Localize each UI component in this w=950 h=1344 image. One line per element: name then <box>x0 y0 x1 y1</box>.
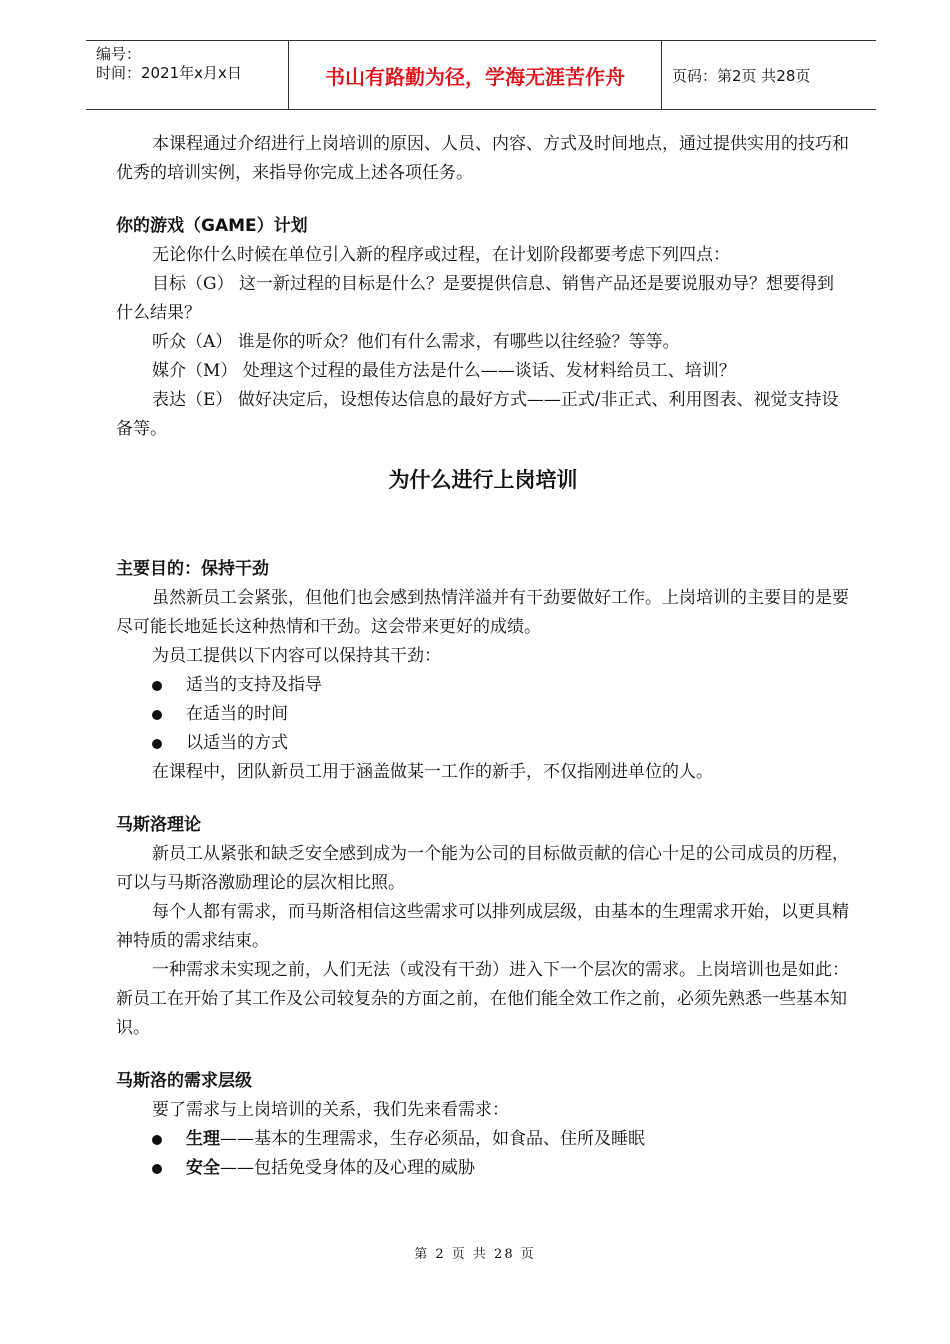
bullet-text: 在适当的时间 <box>186 704 288 724</box>
intro-paragraph: 本课程通过介绍进行上岗培训的原因、人员、内容、方式及时间地点，通过提供实用的技巧和优秀的培训实例，来指导你完成上述各项任务。 <box>116 134 849 183</box>
purpose-heading: 主要目的：保持干劲 <box>116 559 269 579</box>
header-motto-cell <box>288 41 662 109</box>
maslow-paragraph-1: 新员工从紧张和缺乏安全感到成为一个能为公司的目标做贡献的信心十足的公司成员的历程，可以与马斯洛激励理论的层次相比照。 <box>116 844 849 893</box>
need-term: 生理 <box>186 1129 220 1149</box>
bullet-icon <box>152 739 162 749</box>
page-header <box>86 40 876 110</box>
list-item <box>116 1125 850 1154</box>
need-desc: ——基本的生理需求，生存必须品，如食品、住所及睡眠 <box>220 1129 645 1149</box>
game-audience: 听众（A） 谁是你的听众？他们有什么需求，有哪些以往经验？等等。 <box>152 332 680 352</box>
list-item <box>116 671 850 700</box>
bullet-icon <box>152 681 162 691</box>
list-item <box>116 1154 850 1183</box>
bullet-icon <box>152 1135 162 1145</box>
list-item <box>116 729 850 758</box>
game-goal: 目标（G） 这一新过程的目标是什么？是要提供信息、销售产品还是要说服劝导？想要得到什么结果？ <box>116 274 834 323</box>
maslow-heading: 马斯洛理论 <box>116 815 201 835</box>
need-desc: ——包括免受身体的及心理的威胁 <box>220 1158 475 1178</box>
bullet-icon <box>152 710 162 720</box>
list-item <box>116 700 850 729</box>
bullet-text: 适当的支持及指导 <box>186 675 322 695</box>
page-footer: 第 2 页 共 28 页 <box>414 1247 536 1262</box>
maslow-paragraph-3: 一种需求未实现之前，人们无法（或没有干劲）进入下一个层次的需求。上岗培训也是如此：新员工在开始了其工作及公司较复杂的方面之前，在他们能全效工作之前，必须先熟悉一些基本知识。 <box>116 960 849 1038</box>
number-label: 编号： <box>96 45 142 63</box>
header-page-info: 页码：第2页 共28页 <box>672 66 811 85</box>
game-expression: 表达（E） 做好决定后，设想传达信息的最好方式——正式/非正式、利用图表、视觉支持设备等。 <box>116 390 839 439</box>
time-label: 时间：2021年x月x日 <box>96 64 242 82</box>
purpose-paragraph-2: 为员工提供以下内容可以保持其干劲： <box>152 646 441 666</box>
game-media: 媒介（M） 处理这个过程的最佳方法是什么——谈话、发材料给员工、培训？ <box>152 361 736 381</box>
section-title: 为什么进行上岗培训 <box>388 468 578 492</box>
purpose-paragraph-1: 虽然新员工会紧张，但他们也会感到热情洋溢并有干劲要做好工作。上岗培训的主要目的是要尽可能长地延长这种热情和干劲。这会带来更好的成绩。 <box>116 588 849 637</box>
maslow-paragraph-2: 每个人都有需求，而马斯洛相信这些需求可以排列成层级，由基本的生理需求开始，以更具精神特质的需求结束。 <box>116 902 849 951</box>
game-heading: 你的游戏（GAME）计划 <box>116 216 308 236</box>
purpose-paragraph-3: 在课程中，团队新员工用于涵盖做某一工作的新手，不仅指刚进单位的人。 <box>152 762 713 782</box>
header-motto: 书山有路勤为径，学海无涯苦作舟 <box>325 64 625 89</box>
bullet-icon <box>152 1164 162 1174</box>
hierarchy-heading: 马斯洛的需求层级 <box>116 1071 252 1091</box>
game-lead: 无论你什么时候在单位引入新的程序或过程，在计划阶段都要考虑下列四点： <box>152 245 730 265</box>
need-term: 安全 <box>186 1158 220 1178</box>
bullet-text: 以适当的方式 <box>186 733 288 753</box>
header-meta <box>86 41 288 109</box>
document-body <box>116 130 850 1183</box>
hierarchy-lead: 要了需求与上岗培训的关系，我们先来看需求： <box>152 1100 509 1120</box>
